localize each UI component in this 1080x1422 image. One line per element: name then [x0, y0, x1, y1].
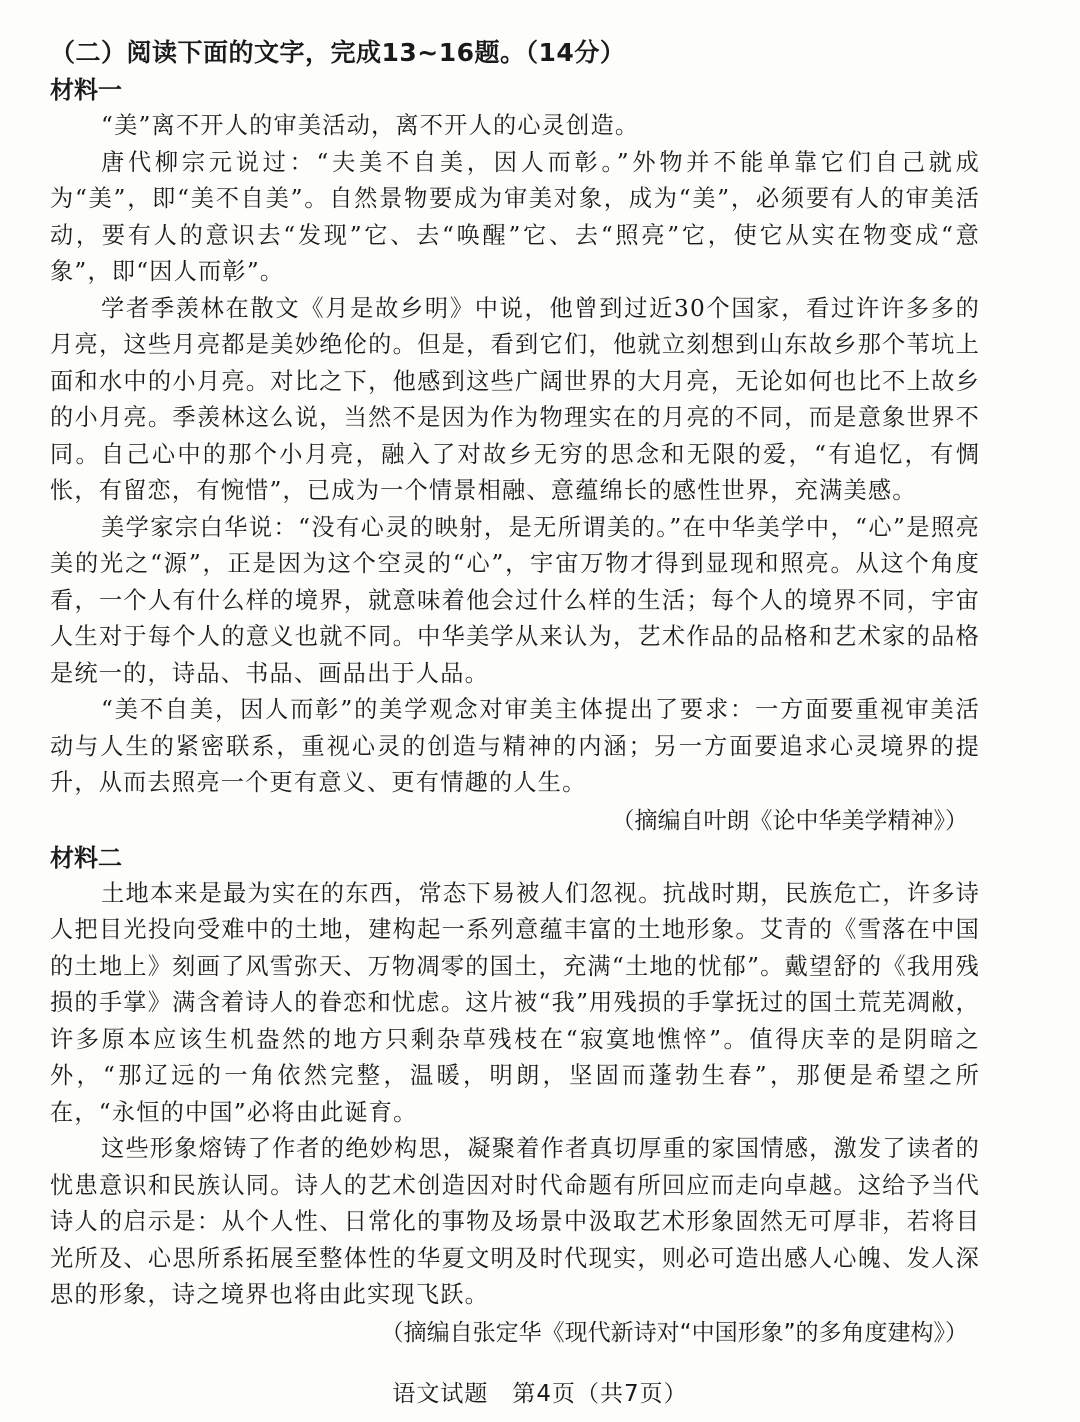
- reading-section: [50, 34, 980, 1352]
- section-header: （二）阅读下面的文字，完成13~16题。（14分）: [50, 38, 626, 67]
- material-two-label: 材料二: [50, 843, 122, 872]
- material-one-paragraph: 学者季羡林在散文《月是故乡明》中说，他曾到过近30个国家，看过许许多多的月亮，这些月亮都是美妙绝伦的。但是，看到它们，他就立刻想到山东故乡那个苇坑上面和水中的小月亮。对比之下，他感到这些广阔世界的大月亮，无论如何也比不上故乡的小月亮。季羡林这么说，当然不是因为作为物理实在的月亮的不同，而是意象世界不同。自己心中的那个小月亮，融入了对故乡无穷的思念和无限的爱，“有追忆，有惆怅，有留恋，有惋惜”，已成为一个情景相融、意蕴绵长的感性世界，充满美感。: [50, 294, 980, 504]
- material-one-paragraph: 唐代柳宗元说过：“夫美不自美，因人而彰。”外物并不能单靠它们自己就成为“美”，即“美不自美”。自然景物要成为审美对象，成为“美”，必须要有人的审美活动，要有人的意识去“发现”它、去“唤醒”它、去“照亮”它，使它从实在物变成“意象”，即“因人而彰”。: [50, 148, 980, 285]
- material-one-paragraph: “美不自美，因人而彰”的美学观念对审美主体提出了要求：一方面要重视审美活动与人生的紧密联系，重视心灵的创造与精神的内涵；另一方面要追求心灵境界的提升，从而去照亮一个更有意义、更有情趣的人生。: [50, 696, 980, 796]
- material-one-source: （摘编自叶朗《论中华美学精神》）: [611, 807, 968, 834]
- material-one-paragraph: 美学家宗白华说：“没有心灵的映射，是无所谓美的。”在中华美学中，“心”是照亮美的光之“源”，正是因为这个空灵的“心”，宇宙万物才得到显现和照亮。从这个角度看，一个人有什么样的境界，就意味着他会过什么样的生活；每个人的境界不同，宇宙人生对于每个人的意义也就不同。中华美学从来认为，艺术作品的品格和艺术家的品格是统一的，诗品、书品、画品出于人品。: [50, 513, 980, 687]
- material-one-label: 材料一: [50, 76, 122, 104]
- material-one-paragraph: “美”离不开人的审美活动，离不开人的心灵创造。: [101, 112, 640, 139]
- material-two-paragraph: 土地本来是最为实在的东西，常态下易被人们忽视。抗战时期，民族危亡，许多诗人把目光投向受难中的土地，建构起一系列意蕴丰富的土地形象。艾青的《雪落在中国的土地上》刻画了风雪弥天、万物凋零的国土，充满“土地的忧郁”。戴望舒的《我用残损的手掌》满含着诗人的眷恋和忧虑。这片被“我”用残损的手掌抚过的国土荒芜凋敝，许多原本应该生机盎然的地方只剩杂草残枝在“寂寞地憔悴”。值得庆幸的是阴暗之外，“那辽远的一角依然完整，温暖，明朗，坚固而蓬勃生春”，那便是希望之所在，“永恒的中国”必将由此诞育。: [50, 879, 980, 1126]
- material-two-paragraph: 这些形象熔铸了作者的绝妙构思，凝聚着作者真切厚重的家国情感，激发了读者的忧患意识和民族认同。诗人的艺术创造因对时代命题有所回应而走向卓越。这给予当代诗人的启示是：从个人性、日常化的事物及场景中汲取艺术形象固然无可厚非，若将目光所及、心思所系拓展至整体性的华夏文明及时代现实，则必可造出感人心魄、发人深思的形象，诗之境界也将由此实现飞跃。: [50, 1135, 980, 1308]
- page-footer: 语文试题 第4页（共7页）: [392, 1381, 688, 1407]
- material-two-source: （摘编自张定华《现代新诗对“中国形象”的多角度建构》）: [380, 1319, 968, 1346]
